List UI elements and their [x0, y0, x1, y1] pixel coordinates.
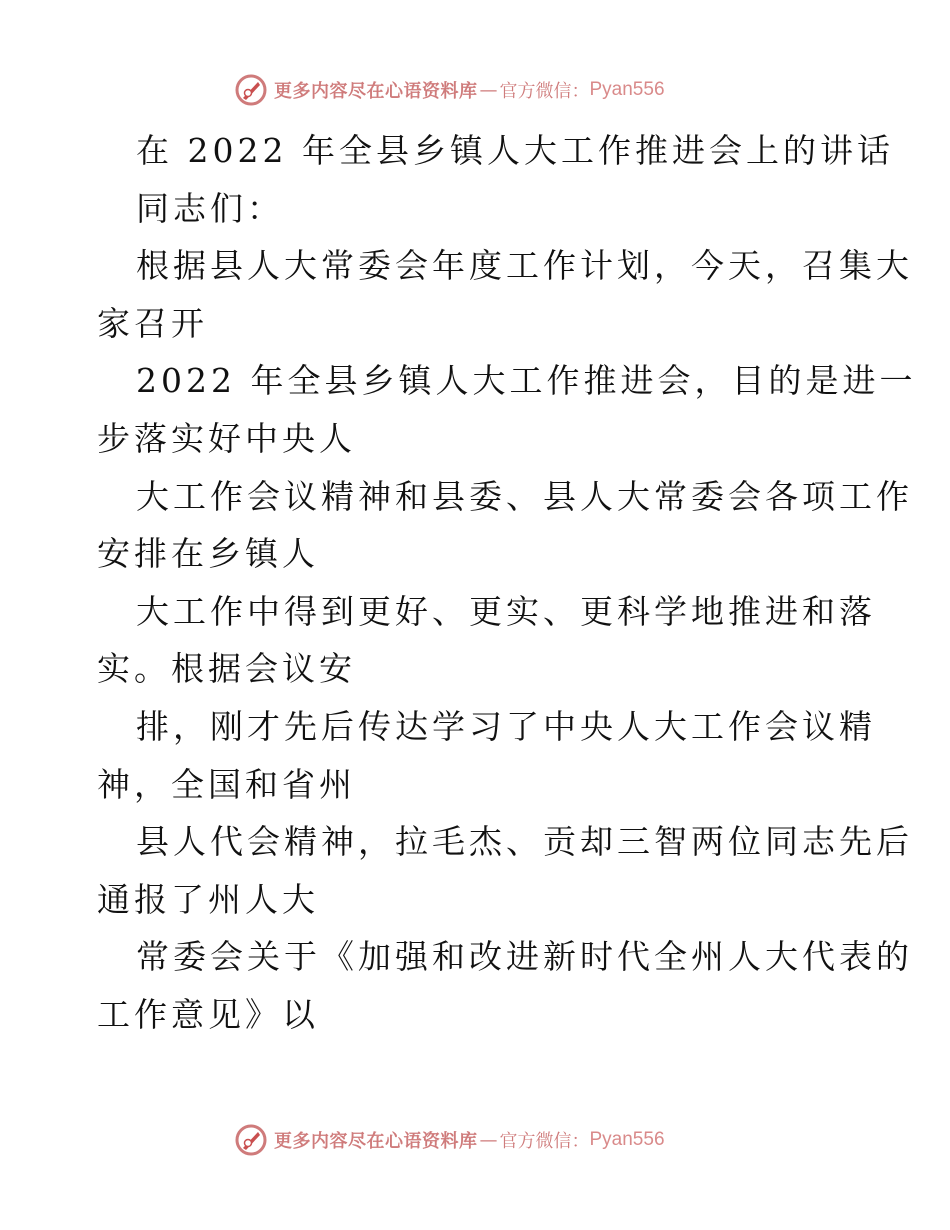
watermark-wechat-label: 官方微信： [499, 1131, 590, 1152]
watermark-separator: — [479, 79, 498, 101]
document-body [97, 122, 917, 1044]
quill-logo-icon [234, 73, 268, 107]
watermark-text: 更多内容尽在心语资料库 [274, 1131, 478, 1152]
header-watermark [234, 72, 665, 108]
text-line: 通报了州人大 [97, 879, 319, 919]
document-title: 在 2022 年全县乡镇人大工作推进会上的讲话 [136, 131, 894, 170]
text-line: 根据县人大常委会年度工作计划，今天，召集大 [136, 246, 913, 286]
text-line: 大工作中得到更好、更实、更科学地推进和落 [136, 591, 876, 631]
text-line: 步落实好中央人 [97, 418, 356, 458]
text-line: 安排在乡镇人 [97, 534, 319, 574]
text-line: 常委会关于《加强和改进新时代全州人大代表的 [136, 937, 913, 977]
text-line: 县人代会精神，拉毛杰、贡却三智两位同志先后 [136, 822, 913, 862]
salutation: 同志们： [136, 188, 284, 228]
text-line: 2022 年全县乡镇人大工作推进会，目的是进一 [136, 361, 917, 401]
quill-logo-icon [234, 1123, 268, 1157]
text-line: 排，刚才先后传达学习了中央人大工作会议精 [136, 706, 876, 746]
watermark-wechat-id: Pyan556 [589, 79, 665, 100]
text-line: 家召开 [97, 303, 208, 343]
watermark-wechat-id: Pyan556 [589, 1129, 665, 1150]
watermark-wechat-label: 官方微信： [499, 81, 590, 102]
watermark-text: 更多内容尽在心语资料库 [274, 81, 478, 102]
text-line: 工作意见》以 [97, 994, 319, 1034]
footer-watermark [234, 1122, 665, 1158]
text-line: 神，全国和省州 [97, 764, 356, 804]
text-line: 实。根据会议安 [97, 649, 356, 689]
watermark-separator: — [479, 1129, 498, 1151]
text-line: 大工作会议精神和县委、县人大常委会各项工作 [136, 476, 913, 516]
